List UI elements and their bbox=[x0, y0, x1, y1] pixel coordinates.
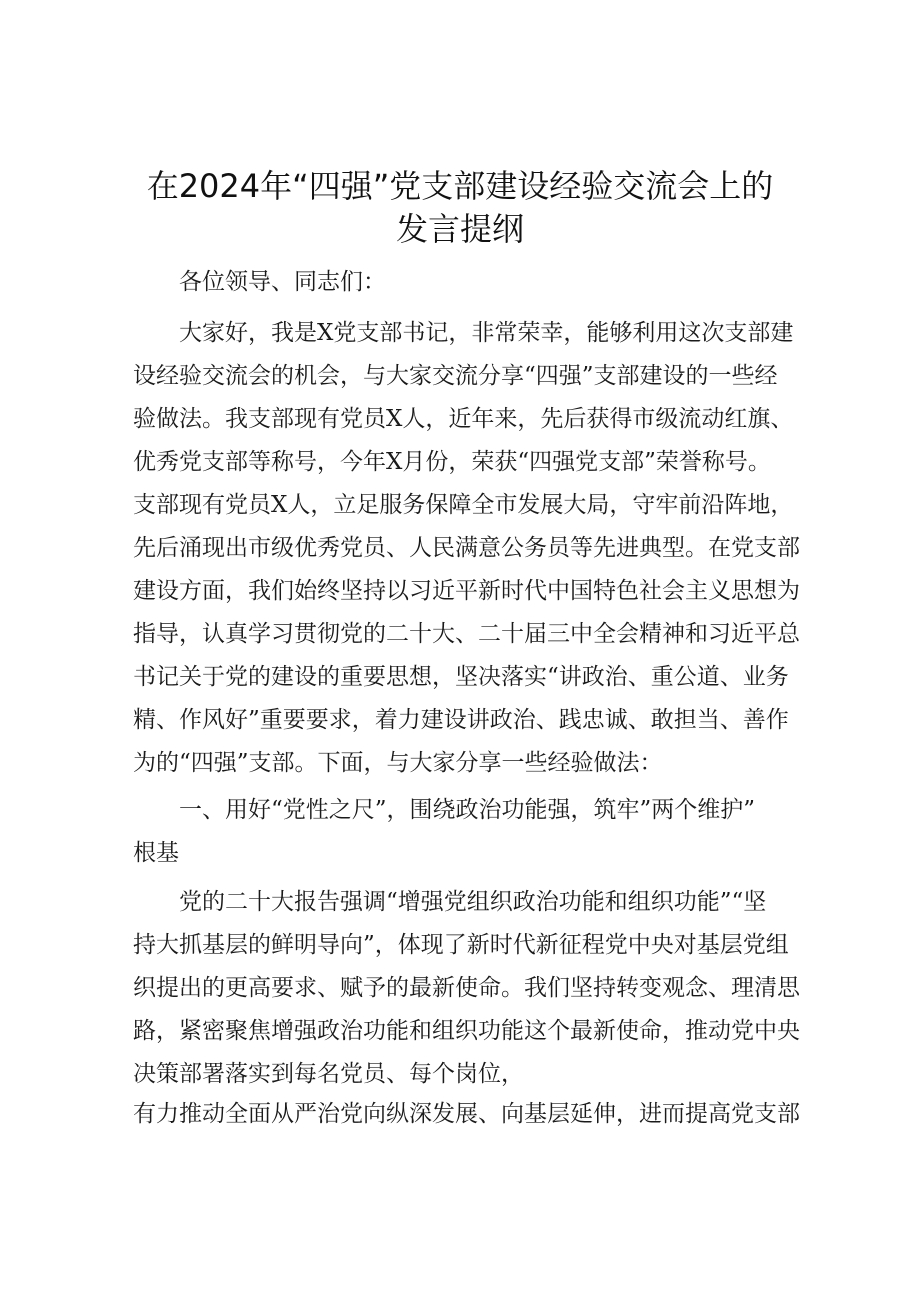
paragraph-line: 党的二十大报告强调“增强党组织政治功能和组织功能”“坚 bbox=[179, 889, 767, 915]
paragraph-line: 大家好，我是X党支部书记，非常荣幸，能够利用这次支部建 bbox=[179, 320, 794, 346]
section-heading-line: 一、用好“党性之尺”，围绕政治功能强，筑牢”两个维护” bbox=[179, 797, 756, 823]
paragraph-line: 书记关于党的建设的重要思想，坚决落实“讲政治、重公道、业务 bbox=[133, 664, 789, 690]
paragraph-line: 持大抓基层的鲜明导向”，体现了新时代新征程党中央对基层党组 bbox=[133, 932, 789, 958]
paragraph-line: 设经验交流会的机会，与大家交流分享“四强”支部建设的一些经 bbox=[133, 363, 778, 389]
paragraph-line: 验做法。我支部现有党员X人，近年来，先后获得市级流动红旗、 bbox=[133, 406, 794, 432]
paragraph-line: 织提出的更高要求、赋予的最新使命。我们坚持转变观念、理清思 bbox=[133, 975, 800, 1001]
paragraph-line: 指导，认真学习贯彻党的二十大、二十届三中全会精神和习近平总 bbox=[133, 621, 800, 647]
paragraph-line: 有力推动全面从严治党向纵深发展、向基层延伸，进而提高党支部 bbox=[133, 1101, 800, 1127]
paragraph-line: 为的“四强”支部。下面，与大家分享一些经验做法： bbox=[133, 750, 663, 776]
paragraph-line: 建设方面，我们始终坚持以习近平新时代中国特色社会主义思想为 bbox=[133, 578, 800, 604]
paragraph-line: 支部现有党员X人，立足服务保障全市发展大局，守牢前沿阵地， bbox=[133, 492, 794, 518]
paragraph-line: 决策部署落实到每名党员、每个岗位， bbox=[133, 1061, 524, 1087]
greeting-text: 各位领导、同志们： bbox=[179, 269, 386, 295]
document-title-line-1: 在2024年“四强”党支部建设经验交流会上的 bbox=[146, 167, 774, 205]
section-heading-line: 根基 bbox=[133, 840, 179, 866]
document-title-line-2: 发言提纲 bbox=[395, 210, 524, 248]
paragraph-line: 优秀党支部等称号，今年X月份，荣获“四强党支部”荣誉称号。 bbox=[133, 449, 771, 475]
paragraph-line: 精、作风好”重要要求，着力建设讲政治、践忠诚、敢担当、善作 bbox=[133, 707, 789, 733]
paragraph-line: 路，紧密聚焦增强政治功能和组织功能这个最新使命，推动党中央 bbox=[133, 1018, 800, 1044]
paragraph-line: 先后涌现出市级优秀党员、人民满意公务员等先进典型。在党支部 bbox=[133, 535, 800, 561]
